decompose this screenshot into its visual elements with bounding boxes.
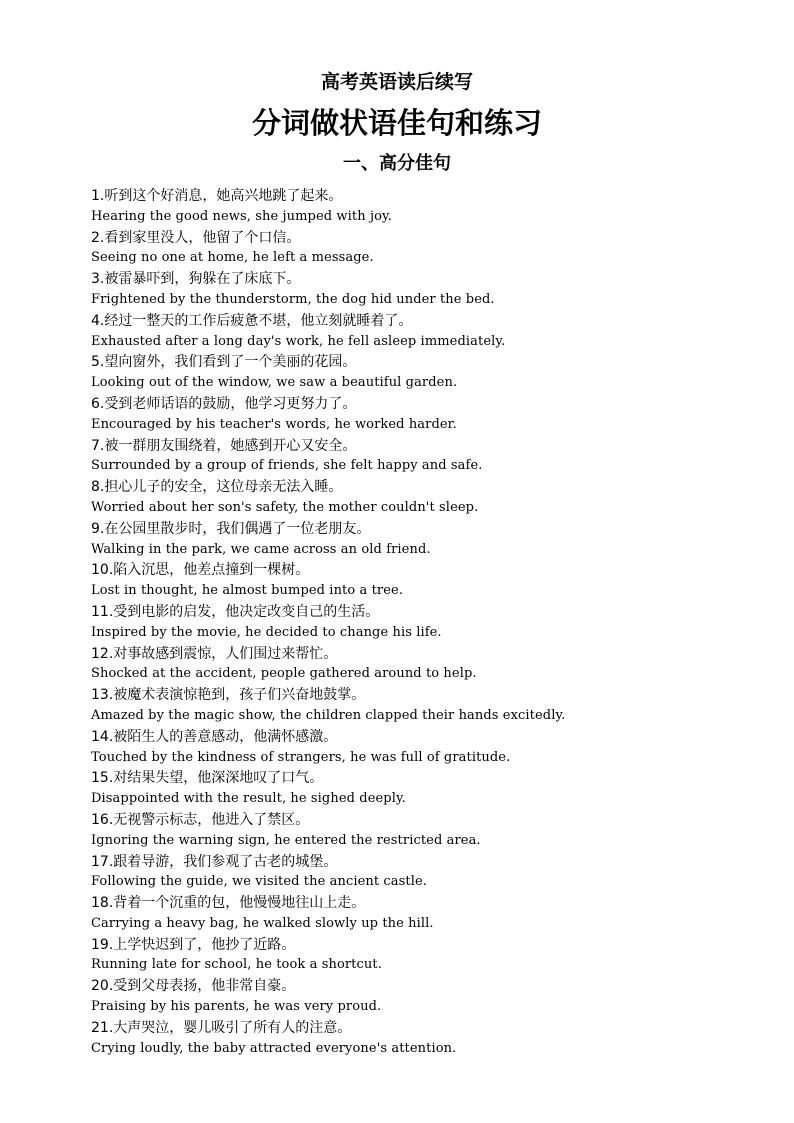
chinese-sentence: 3.被雷暴吓到，狗躲在了床底下。: [91, 271, 301, 288]
chinese-sentence: 1.听到这个好消息，她高兴地跳了起来。: [91, 188, 343, 204]
sentence-pair: [91, 394, 771, 436]
chinese-sentence: 15.对结果失望，他深深地叹了口气。: [91, 770, 324, 787]
sentence-pair: [91, 852, 771, 894]
document-title: 分词做状语佳句和练习: [251, 106, 542, 140]
english-sentence: Running late for school, he took a shortcut.: [91, 957, 382, 973]
english-sentence: Shocked at the accident, people gathered around to help.: [91, 666, 477, 682]
chinese-sentence: 8.担心儿子的安全，这位母亲无法入睡。: [91, 479, 343, 496]
document-supertitle: 高考英语读后续写: [320, 71, 473, 93]
sentence-pair: [91, 935, 771, 977]
chinese-sentence: 14.被陌生人的善意感动，他满怀感激。: [91, 728, 338, 745]
sentence-pair: [91, 810, 771, 852]
sentence-pair: [91, 436, 771, 478]
english-sentence: Seeing no one at home, he left a message.: [91, 250, 374, 266]
sentence-pair: [91, 893, 771, 935]
english-sentence: Looking out of the window, we saw a beautiful garden.: [91, 375, 458, 391]
chinese-sentence: 7.被一群朋友围绕着，她感到开心又安全。: [91, 437, 357, 454]
sentence-pair: [91, 602, 771, 644]
english-sentence: Amazed by the magic show, the children clapped their hands excitedly.: [91, 707, 566, 723]
sentence-pair: [91, 477, 771, 519]
sentence-pair: [91, 560, 771, 602]
english-sentence: Worried about her son's safety, the mother couldn't sleep.: [91, 499, 479, 515]
chinese-sentence: 4.经过一整天的工作后疲惫不堪，他立刻就睡着了。: [91, 312, 413, 329]
chinese-sentence: 18.背着一个沉重的包，他慢慢地往山上走。: [91, 895, 366, 912]
chinese-sentence: 10.陷入沉思，他差点撞到一棵树。: [91, 562, 310, 579]
sentence-pair: [91, 1018, 771, 1060]
sentence-pair: [91, 311, 771, 353]
english-sentence: Walking in the park, we came across an old friend.: [91, 541, 431, 557]
chinese-sentence: 16.无视警示标志，他进入了禁区。: [91, 811, 310, 828]
sentence-pair: [91, 352, 771, 394]
english-sentence: Hearing the good news, she jumped with joy.: [91, 208, 392, 224]
sentence-pair: [91, 727, 771, 769]
sentence-pair: [91, 768, 771, 810]
sentence-pair: [91, 228, 771, 270]
chinese-sentence: 19.上学快迟到了，他抄了近路。: [91, 936, 296, 953]
sentence-pair: [91, 269, 771, 311]
chinese-sentence: 9.在公园里散步时，我们偶遇了一位老朋友。: [91, 520, 371, 537]
english-sentence: Frightened by the thunderstorm, the dog hid under the bed.: [91, 291, 495, 307]
chinese-sentence: 5.望向窗外，我们看到了一个美丽的花园。: [91, 354, 357, 371]
english-sentence: Surrounded by a group of friends, she felt happy and safe.: [91, 458, 483, 474]
english-sentence: Ignoring the warning sign, he entered the restricted area.: [91, 832, 481, 848]
english-sentence: Carrying a heavy bag, he walked slowly up the hill.: [91, 915, 434, 931]
english-sentence: Inspired by the movie, he decided to change his life.: [91, 624, 442, 640]
sentence-pair: [91, 976, 771, 1018]
english-sentence: Touched by the kindness of strangers, he was full of gratitude.: [91, 749, 511, 765]
chinese-sentence: 6.受到老师话语的鼓励，他学习更努力了。: [91, 395, 357, 412]
section-heading: 一、高分佳句: [343, 153, 451, 174]
english-sentence: Exhausted after a long day's work, he fell asleep immediately.: [91, 333, 506, 349]
chinese-sentence: 13.被魔术表演惊艳到，孩子们兴奋地鼓掌。: [91, 687, 366, 704]
sentence-pair: [91, 186, 771, 228]
english-sentence: Encouraged by his teacher's words, he worked harder.: [91, 416, 457, 432]
english-sentence: Praising by his parents, he was very proud.: [91, 999, 382, 1015]
sentence-list: [91, 186, 771, 1059]
chinese-sentence: 17.跟着导游，我们参观了古老的城堡。: [91, 853, 338, 870]
chinese-sentence: 11.受到电影的启发，他决定改变自己的生活。: [91, 603, 380, 620]
chinese-sentence: 21.大声哭泣，婴儿吸引了所有人的注意。: [91, 1019, 352, 1036]
sentence-pair: [91, 644, 771, 686]
chinese-sentence: 2.看到家里没人，他留了个口信。: [91, 229, 301, 246]
sentence-pair: [91, 685, 771, 727]
english-sentence: Lost in thought, he almost bumped into a tree.: [91, 583, 404, 599]
sentence-pair: [91, 519, 771, 561]
chinese-sentence: 20.受到父母表扬，他非常自豪。: [91, 978, 296, 995]
english-sentence: Crying loudly, the baby attracted everyone's attention.: [91, 1040, 457, 1056]
english-sentence: Following the guide, we visited the ancient castle.: [91, 874, 428, 890]
english-sentence: Disappointed with the result, he sighed deeply.: [91, 791, 406, 807]
chinese-sentence: 12.对事故感到震惊，人们围过来帮忙。: [91, 645, 338, 662]
